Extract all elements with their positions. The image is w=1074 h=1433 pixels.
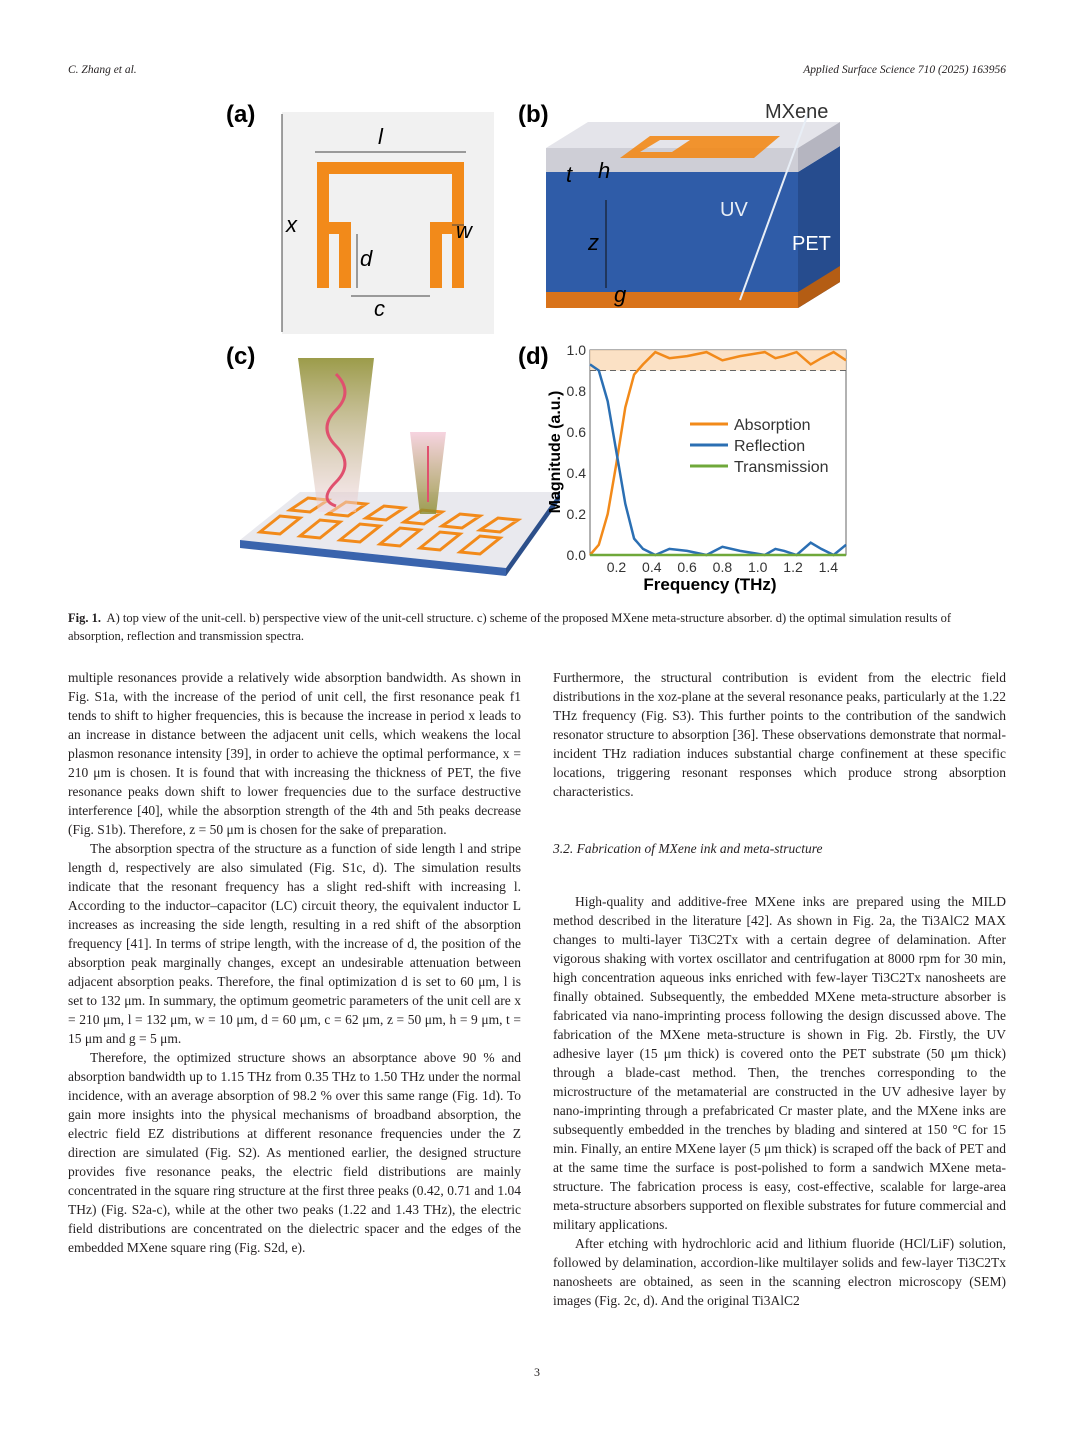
figure-1 bbox=[220, 92, 860, 602]
x-tick-label: 1.0 bbox=[747, 559, 768, 575]
y-tick-label: 0.4 bbox=[566, 465, 586, 481]
y-tick-label: 0.6 bbox=[566, 424, 586, 440]
page-number: 3 bbox=[534, 1365, 540, 1379]
series-line-absorption bbox=[590, 352, 846, 555]
legend-label: Transmission bbox=[734, 459, 829, 476]
x-tick-label: 0.2 bbox=[606, 559, 627, 575]
x-tick-label: 1.4 bbox=[818, 559, 839, 575]
panel-d-label: (d) bbox=[518, 343, 549, 370]
x-tick-label: 0.6 bbox=[677, 559, 697, 575]
x-tick-label: 0.4 bbox=[642, 559, 662, 575]
right-column bbox=[553, 668, 1006, 1310]
label-z: z bbox=[588, 230, 599, 255]
dim-x-label: x bbox=[286, 212, 297, 237]
panel-a-label: (a) bbox=[226, 101, 256, 128]
y-tick-label: 1.0 bbox=[566, 342, 586, 358]
y-tick-label: 0.2 bbox=[566, 506, 586, 522]
right-paragraph-2: High-quality and additive-free MXene inks are prepared using the MILD method described in the literature [42]. As shown in Fig. 2a, the Ti3AlC2 MAX changes to multi-layer Ti3C2Tx with a certain degree of delamination. After vigorous shaking with vortex oscillator and centrifugation at 8000 rpm for 30 min, high concentration aqueous inks enriched with few-layer Ti3C2Tx nanosheets are finally obtained. Subsequently, the embedded MXene meta-structure absorber is fabricated via nano-imprinting process following the design discussed above. The fabrication of the MXene meta-structure is shown in Fig. 2b. Firstly, the UV adhesive layer (15 μm thick) is covered onto the PET substrate (50 μm thick) through a blade-cast method. Then, the trenches corresponding to the microstructure of the metamaterial are constructed in the UV adhesive layer by nano-imprinting through a prefabricated Cr master plate, and the MXene inks are subsequently embedded in the trenches by blading and sintered at 150 °C for 15 min. Finally, an entire MXene layer (5 μm thick) is scraped off the back of PET and at the same time the surface is post-polished to form a sandwich MXene meta-structure. The fabrication process is easy, cost-effective, scalable for large-area meta-structure absorbers supported on flexible substrates for future commercial and military applications. bbox=[553, 894, 1006, 1232]
left-column bbox=[68, 668, 521, 1257]
series-lines bbox=[590, 352, 846, 555]
dim-d-label: d bbox=[360, 246, 373, 271]
panel-b-label: (b) bbox=[518, 101, 549, 128]
y-tick-label: 0.8 bbox=[566, 383, 586, 399]
x-tick-label: 0.8 bbox=[712, 559, 733, 575]
incident-beam-cone bbox=[298, 358, 374, 512]
label-pet: PET bbox=[792, 233, 831, 255]
legend bbox=[690, 417, 829, 476]
dim-w-label: w bbox=[456, 218, 472, 243]
label-uv: UV bbox=[720, 199, 748, 221]
x-tick-label: 1.2 bbox=[783, 559, 803, 575]
dim-l-label: l bbox=[378, 124, 383, 149]
legend-label: Reflection bbox=[734, 438, 806, 455]
panel-c-label: (c) bbox=[226, 343, 256, 370]
pet-front-face bbox=[546, 172, 798, 308]
plot-frame bbox=[590, 350, 846, 555]
running-header-authors: C. Zhang et al. bbox=[68, 64, 137, 76]
x-axis-title: Frequency (THz) bbox=[643, 575, 777, 594]
y-ticks bbox=[567, 342, 587, 563]
legend-label: Absorption bbox=[734, 417, 811, 434]
caption-label: Fig. 1. bbox=[68, 611, 101, 625]
running-header-journal: Applied Surface Science 710 (2025) 163956 bbox=[803, 64, 1006, 76]
left-paragraph-3: Therefore, the optimized structure shows an absorptance above 90 % and absorption bandwidth up to 1.15 THz from 0.35 THz to 1.50 THz under the normal incidence, with an average absorption of 98.2 % over this same range (Fig. 1d). To gain more insights into the physical mechanisms of broadband absorption, the electric field EZ distributions at different resonance frequencies under the Z direction are simulated (Fig. S2). As mentioned earlier, the designed structure provides five resonance peaks, the electric field distributions are mainly concentrated in the square ring structure at the first three peaks (0.42, 0.71 and 1.04 THz) (Fig. S2a-c), while at the other two peaks (1.22 and 1.43 THz), the electric field distributions are concentrated on the dielectric spacer and the edges of the embedded MXene square ring (Fig. S2d, e). bbox=[68, 1050, 521, 1255]
x-ticks bbox=[607, 559, 839, 575]
absorber-surface bbox=[240, 492, 560, 568]
right-paragraph-3: After etching with hydrochloric acid and lithium fluoride (HCl/LiF) solution, followed by delamination, accordion-like multilayer solids and few-layer Ti3C2Tx nanosheets are obtained, as seen in the scanning electron microscopy (SEM) images (Fig. 2c, d). And the original Ti3AlC2 bbox=[553, 1236, 1006, 1308]
left-paragraph-2: The absorption spectra of the structure as a function of side length l and stripe length d, respectively are also simulated (Fig. S1c, d). The simulation results indicate that the resonant frequency has a slight red-shift with increasing l. According to the inductor–capacitor (LC) circuit theory, the equivalent inductor L increases as increasing the side length, resulting in a red shift of the absorption frequency [41]. In terms of stripe length, with the increase of d, the position of the absorption peak marginally changes, except an undesirable attenuation between adjacent absorption peaks. Therefore, the final optimization d is set to 60 μm, l is set to 132 μm. In summary, the optimum geometric parameters of the unit cell are x = 210 μm, l = 132 μm, w = 10 μm, d = 60 μm, c = 62 μm, z = 50 μm, h = 9 μm, t = 15 μm and g = 5 μm. bbox=[68, 841, 521, 1046]
label-t: t bbox=[566, 162, 573, 187]
label-mxene: MXene bbox=[765, 101, 829, 123]
dim-c-label: c bbox=[374, 296, 385, 321]
label-g: g bbox=[614, 282, 627, 307]
y-tick-label: 0.0 bbox=[566, 547, 586, 563]
y-axis-title: Magnitude (a.u.) bbox=[547, 390, 564, 514]
mxene-bottom-front bbox=[546, 292, 798, 308]
figure-caption bbox=[68, 609, 1008, 645]
caption-text: A) top view of the unit-cell. b) perspective view of the unit-cell structure. c) scheme of the proposed MXene meta-structure absorber. d) the optimal simulation results of absorption, reflection and transmission spectra. bbox=[68, 611, 952, 643]
label-h: h bbox=[598, 158, 611, 183]
section-heading: 3.2. Fabrication of MXene ink and meta-structure bbox=[553, 841, 823, 856]
right-paragraph-1: Furthermore, the structural contribution is evident from the electric field distributions in the xoz-plane at the several resonance peaks, particularly at the 1.22 THz frequency (Fig. S3). This further points to the contribution of the sandwich resonator structure to absorption [36]. These observations demonstrate that normal-incident THz radiation induces substantial charge confinement at these specific locations, triggering resonant responses which produce strong absorption characteristics. bbox=[553, 670, 1006, 799]
chart-d bbox=[547, 342, 846, 594]
left-paragraph-1: multiple resonances provide a relatively wide absorption bandwidth. As shown in Fig. S1a, with the increase of the period of unit cell, the first resonance peak f1 tends to shift to higher frequencies, this is because the increase in period x leads to an increase in distance between the adjacent unit cells, which weakens the local plasmon resonance intensity [39], in order to achieve the optimal performance, x = 210 μm is chosen. It is found that with increasing the thickness of PET, the five resonance peaks down shift to lower frequencies due to the surface destructive interference [40], while the absorption strength of the 4th and 5th peaks decrease (Fig. S1b). Therefore, z = 50 μm is chosen for the sake of preparation. bbox=[68, 670, 521, 837]
